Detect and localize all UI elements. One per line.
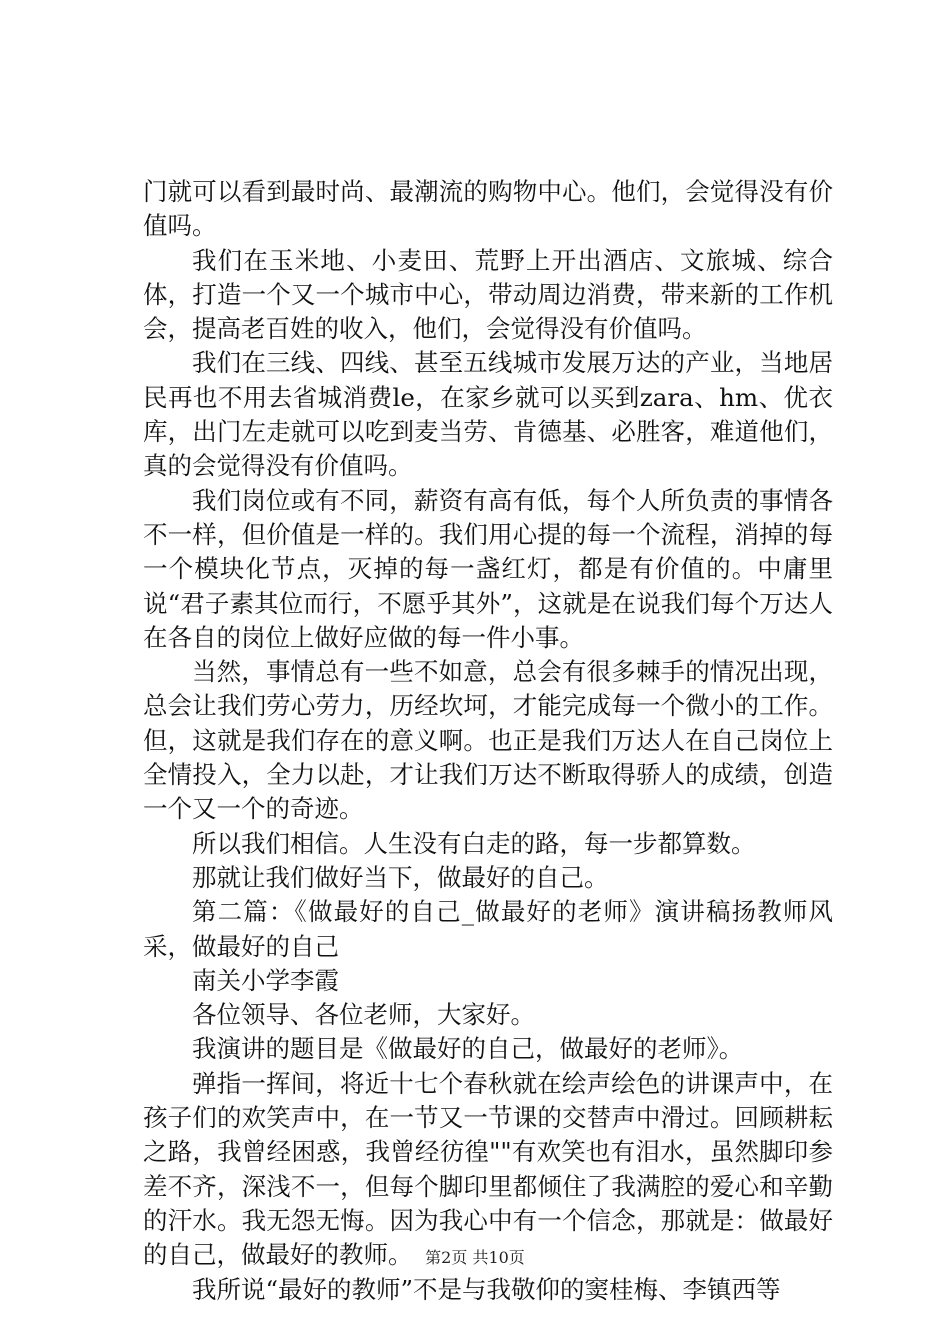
paragraph-6: 所以我们相信。人生没有白走的路，每一步都算数。	[192, 828, 756, 858]
greeting: 各位领导、各位老师，大家好。	[192, 1000, 535, 1030]
page-number-footer: 第2页 共10页	[425, 1248, 525, 1267]
paragraph-3: 我们在三线、四线、甚至五线城市发展万达的产业，当地居民再也不用去省城消费le，在家乡就可以买到zara、hm、优衣库，出门左走就可以吃到麦当劳、肯德基、必胜客，难道他们，真的会觉得没有价值吗。	[143, 348, 833, 481]
paragraph-13: 我所说“最好的教师”不是与我敬仰的窦桂梅、李镇西等	[192, 1274, 781, 1304]
speech-title-line: 我演讲的题目是《做最好的自己，做最好的老师》。	[192, 1034, 744, 1064]
paragraph-1: 门就可以看到最时尚、最潮流的购物中心。他们，会觉得没有价值吗。	[143, 177, 833, 241]
author-line: 南关小学李霞	[192, 965, 339, 995]
document-body	[143, 175, 833, 1307]
paragraph-2: 我们在玉米地、小麦田、荒野上开出酒店、文旅城、综合体，打造一个又一个城市中心，带动周边消费，带来新的工作机会，提高老百姓的收入，他们，会觉得没有价值吗。	[143, 245, 833, 344]
paragraph-4: 我们岗位或有不同，薪资有高有低，每个人所负责的事情各不一样，但价值是一样的。我们用心提的每一个流程，消掉的每一个模块化节点，灭掉的每一盏红灯，都是有价值的。中庸里说“君子素其位而行，不愿乎其外”，这就是在说我们每个万达人在各自的岗位上做好应做的每一件小事。	[143, 485, 833, 652]
paragraph-5: 当然，事情总有一些不如意，总会有很多棘手的情况出现，总会让我们劳心劳力，历经坎坷，才能完成每一个微小的工作。但，这就是我们存在的意义啊。也正是我们万达人在自己岗位上全情投入，全力以赴，才让我们万达不断取得骄人的成绩，创造一个又一个的奇迹。	[143, 657, 833, 824]
paragraph-12: 弹指一挥间，将近十七个春秋就在绘声绘色的讲课声中，在孩子们的欢笑声中，在一节又一节课的交替声中滑过。回顾耕耘之路，我曾经困惑，我曾经彷徨""有欢笑也有泪水，虽然脚印参差不齐，深浅不一，但每个脚印里都倾住了我满腔的爱心和辛勤的汗水。我无怨无悔。因为我心中有一个信念，那就是：做最好的自己，做最好的教师。	[143, 1068, 833, 1270]
section-heading: 第二篇：《做最好的自己_做最好的老师》演讲稿扬教师风采，做最好的自己	[143, 897, 833, 961]
paragraph-7: 那就让我们做好当下，做最好的自己。	[192, 862, 609, 892]
